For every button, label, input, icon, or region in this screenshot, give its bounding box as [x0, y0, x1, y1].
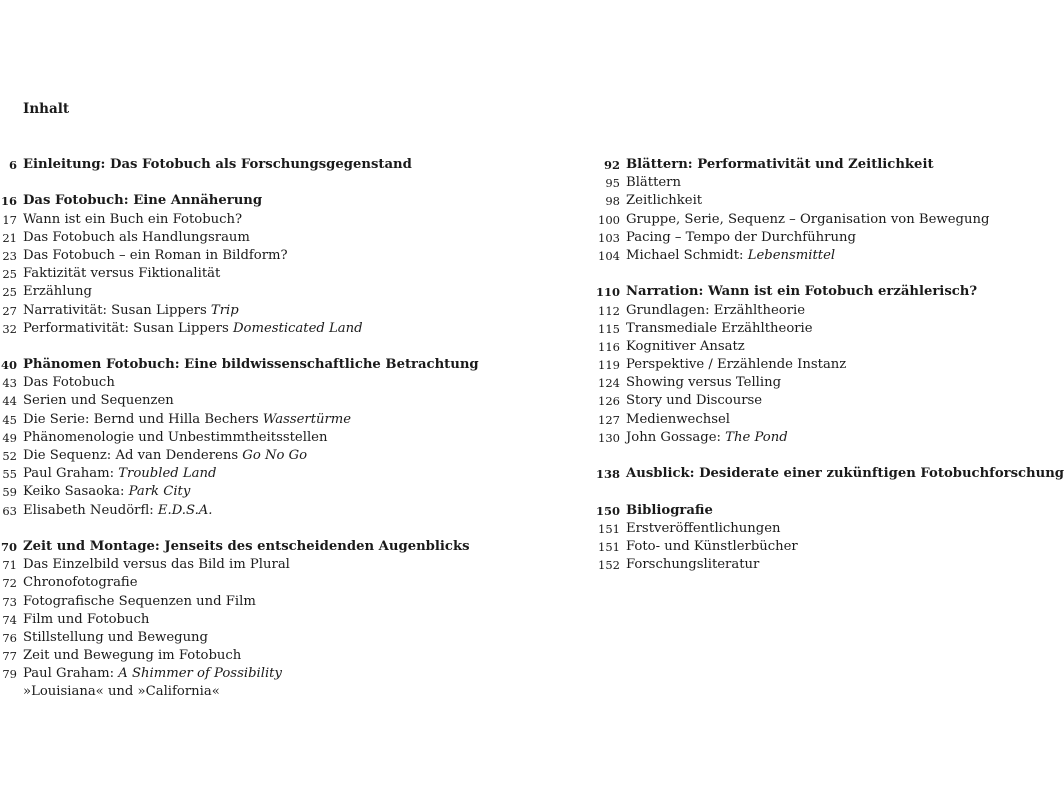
section-gap	[0, 338, 560, 356]
toc-entry[interactable]	[590, 174, 1000, 192]
toc-work-title: Trip	[210, 302, 239, 318]
toc-title-text: Das Fotobuch – ein Roman in Bildform?	[23, 247, 288, 263]
toc-section-heading[interactable]	[590, 502, 1000, 520]
toc-page-number: 72	[2, 576, 17, 591]
toc-page-number: 150	[595, 503, 620, 518]
toc-work-title: Wassertürme	[262, 411, 352, 427]
toc-title-text: Faktizität versus Fiktionalität	[23, 266, 221, 282]
toc-entry[interactable]	[0, 465, 560, 483]
toc-entry-title	[23, 411, 351, 429]
toc-title-text: Blättern	[626, 175, 681, 191]
toc-title-text: Die Serie: Bernd und Hilla Bechers	[23, 411, 263, 427]
toc-page-number: 27	[2, 303, 17, 318]
toc-title-text: Einleitung: Das Fotobuch als Forschungsgegenstand	[23, 157, 412, 172]
toc-work-title: A Shimmer of Possibility	[118, 666, 282, 682]
toc-entry-title	[626, 392, 762, 410]
toc-entry-title	[626, 429, 788, 447]
toc-title-text: Erstveröffentlichungen	[626, 520, 781, 536]
toc-entry-title	[626, 302, 805, 320]
toc-title-text: Gruppe, Serie, Sequenz – Organisation von Bewegung	[626, 211, 990, 227]
toc-work-title: Park City	[128, 484, 191, 500]
toc-page-number: 25	[2, 267, 17, 282]
page-title: Inhalt	[23, 101, 70, 117]
toc-page-number: 6	[8, 158, 17, 172]
toc-title-text: Chronofotografie	[23, 575, 138, 591]
toc-title-text: Story und Discourse	[626, 393, 763, 409]
toc-title-text: Bibliografie	[626, 502, 713, 518]
toc-title-text: Grundlagen: Erzähltheorie	[626, 302, 806, 318]
toc-page-number: 73	[2, 594, 17, 609]
section-gap	[0, 520, 560, 538]
toc-entry-title	[23, 356, 479, 374]
toc-entry-title	[626, 356, 846, 374]
toc-page-number: 63	[2, 503, 17, 518]
toc-section-heading[interactable]	[0, 538, 560, 556]
toc-entry[interactable]	[0, 447, 560, 465]
toc-section-heading[interactable]	[0, 156, 560, 174]
toc-entry-title	[23, 156, 412, 174]
toc-entry[interactable]	[590, 302, 1000, 320]
toc-entry[interactable]	[590, 556, 1000, 574]
toc-page-number: 152	[598, 558, 620, 573]
toc-page-number: 126	[598, 394, 620, 409]
toc-title-text: Das Fotobuch	[23, 375, 115, 391]
toc-entry-title	[23, 429, 327, 447]
toc-entry-title	[23, 447, 307, 465]
toc-page-number: 115	[598, 321, 620, 336]
toc-section-heading[interactable]	[0, 192, 560, 210]
toc-title-text: Stillstellung und Bewegung	[23, 629, 208, 645]
toc-page-number: 43	[2, 376, 17, 391]
toc-entry[interactable]	[590, 538, 1000, 556]
toc-entry[interactable]	[590, 338, 1000, 356]
toc-title-text: Fotografische Sequenzen und Film	[23, 593, 256, 609]
toc-page-number: 98	[605, 194, 620, 209]
toc-section-heading[interactable]	[590, 465, 1064, 483]
toc-entry[interactable]	[0, 283, 560, 301]
toc-page-number: 130	[598, 430, 620, 445]
toc-entry[interactable]	[0, 247, 560, 265]
section-gap	[590, 447, 1000, 465]
toc-title-text: Narrativität: Susan Lippers	[23, 302, 211, 318]
toc-entry[interactable]	[0, 483, 560, 501]
toc-page-number: 17	[2, 212, 17, 227]
toc-page-number: 25	[2, 285, 17, 300]
toc-title-text: Phänomenologie und Unbestimmtheitsstellen	[23, 429, 328, 445]
toc-page-number: 74	[2, 612, 17, 627]
toc-title-text: Kognitiver Ansatz	[626, 338, 745, 354]
toc-entry[interactable]	[0, 429, 560, 447]
toc-entry[interactable]	[0, 320, 560, 338]
toc-work-title: Go No Go	[242, 448, 308, 463]
toc-entry-title	[23, 683, 220, 701]
toc-page-number: 70	[0, 539, 17, 554]
toc-title-text: Das Fotobuch als Handlungsraum	[23, 229, 250, 245]
toc-section-heading[interactable]	[590, 283, 1000, 301]
toc-title-text: Serien und Sequenzen	[23, 393, 174, 409]
toc-entry-title	[626, 538, 798, 556]
toc-entry[interactable]	[0, 211, 560, 229]
toc-title-text: Foto- und Künstlerbücher	[626, 538, 798, 554]
toc-work-title: Domesticated Land	[232, 320, 363, 336]
toc-entry-title	[626, 156, 934, 174]
toc-entry[interactable]	[590, 247, 1000, 265]
toc-entry-title	[626, 283, 977, 301]
toc-entry-title	[23, 229, 250, 247]
toc-entry[interactable]	[590, 356, 1000, 374]
toc-page-number: 21	[2, 230, 17, 245]
toc-work-title: E.D.S.A.	[157, 502, 213, 518]
toc-page-number: 112	[598, 303, 620, 318]
toc-entry-title	[23, 320, 363, 338]
toc-entry[interactable]	[0, 502, 560, 520]
toc-entry[interactable]	[590, 520, 1000, 538]
toc-title-text: Paul Graham:	[23, 466, 119, 482]
toc-title-text: »Louisiana« und »California«	[23, 684, 220, 700]
toc-entry-title	[626, 192, 702, 210]
toc-page-number: 110	[595, 285, 620, 300]
toc-page-number: 76	[2, 630, 17, 645]
toc-entry-title	[23, 192, 262, 210]
toc-entry-title	[23, 211, 242, 229]
toc-entry-title	[23, 538, 470, 556]
toc-entry-title	[626, 229, 856, 247]
toc-entry-title	[23, 392, 174, 410]
toc-entry-title	[23, 611, 149, 629]
toc-page-number: 16	[0, 194, 17, 209]
toc-page-number: 100	[598, 212, 620, 227]
toc-entry[interactable]	[0, 593, 560, 611]
section-gap	[590, 483, 1000, 501]
toc-title-text: Keiko Sasaoka:	[23, 484, 129, 500]
toc-page-number: 23	[2, 248, 17, 263]
toc-page-number: 71	[2, 558, 17, 573]
toc-page-number: 55	[2, 467, 17, 482]
toc-entry[interactable]	[590, 192, 1000, 210]
toc-title-text: Phänomen Fotobuch: Eine bildwissenschaftliche Betrachtung	[23, 357, 479, 373]
toc-entry[interactable]	[590, 229, 1000, 247]
toc-entry[interactable]	[0, 265, 560, 283]
toc-entry-title	[23, 629, 208, 647]
toc-page-number: 103	[598, 230, 620, 245]
toc-entry-title	[23, 574, 138, 592]
toc-title-text: Showing versus Telling	[626, 375, 782, 391]
toc-work-title: Troubled Land	[118, 466, 217, 482]
toc-page-number: 124	[598, 376, 620, 391]
toc-title-text: Forschungsliteratur	[626, 557, 760, 573]
toc-entry-title	[23, 483, 190, 501]
toc-title-text: Wann ist ein Buch ein Fotobuch?	[23, 211, 243, 227]
toc-entry-title	[626, 556, 759, 574]
toc-entry-title	[626, 520, 781, 538]
toc-title-text: Performativität: Susan Lippers	[23, 320, 233, 336]
toc-page-number: 77	[2, 649, 17, 664]
toc-title-text: Paul Graham:	[23, 666, 119, 682]
toc-entry[interactable]	[0, 302, 560, 320]
toc-entry-title	[23, 265, 220, 283]
toc-page-number: 79	[2, 667, 17, 682]
toc-entry[interactable]	[0, 556, 560, 574]
toc-entry-title	[23, 374, 115, 392]
toc-entry[interactable]	[0, 574, 560, 592]
toc-entry[interactable]	[590, 429, 1000, 447]
toc-entry[interactable]	[0, 647, 560, 665]
toc-entry[interactable]	[590, 211, 1000, 229]
toc-entry[interactable]	[0, 411, 560, 429]
toc-entry-title	[626, 174, 681, 192]
toc-work-title: Lebensmittel	[747, 247, 836, 263]
toc-page-number: 95	[605, 176, 620, 191]
toc-page-number: 92	[603, 158, 620, 172]
toc-page-number: 116	[598, 339, 620, 354]
toc-entry-title	[23, 665, 282, 683]
toc-work-title: The Pond	[725, 429, 788, 445]
toc-entry[interactable]	[590, 411, 1000, 429]
toc-entry[interactable]	[590, 374, 1000, 392]
toc-entry[interactable]	[0, 683, 560, 701]
toc-page-number: 104	[598, 248, 620, 263]
toc-entry-title	[626, 374, 781, 392]
toc-title-text: Zeit und Montage: Jenseits des entscheidenden Augenblicks	[23, 538, 470, 554]
toc-entry-title	[626, 411, 730, 429]
toc-entry-title	[626, 338, 745, 356]
toc-entry[interactable]	[0, 374, 560, 392]
toc-page-number: 127	[598, 412, 620, 427]
toc-title-text: Ausblick: Desiderate einer zukünftigen Fotobuchforschung	[626, 466, 1064, 482]
toc-page-number: 59	[2, 485, 17, 500]
toc-page-number: 119	[598, 358, 620, 373]
toc-title-text: Medienwechsel	[626, 411, 731, 427]
toc-title-text: Pacing – Tempo der Durchführung	[626, 229, 856, 245]
toc-title-text: Blättern: Performativität und Zeitlichkeit	[626, 157, 934, 172]
toc-title-text: Perspektive / Erzählende Instanz	[626, 357, 847, 373]
section-gap	[0, 174, 560, 192]
toc-title-text: Narration: Wann ist ein Fotobuch erzählerisch?	[626, 284, 978, 300]
toc-page-number: 45	[2, 412, 17, 427]
toc-section-heading[interactable]	[0, 356, 560, 374]
toc-entry-title	[23, 302, 239, 320]
toc-title-text: Transmediale Erzähltheorie	[626, 320, 813, 336]
toc-page-number: 32	[2, 321, 17, 336]
toc-entry[interactable]	[0, 629, 560, 647]
toc-page-number: 138	[595, 467, 620, 482]
toc-section-heading[interactable]	[590, 156, 1000, 174]
toc-page-number	[0, 683, 17, 701]
toc-entry-title	[23, 593, 256, 611]
toc-title-text: Zeit und Bewegung im Fotobuch	[23, 648, 242, 664]
toc-entry-title	[626, 211, 989, 229]
toc-entry-title	[23, 556, 290, 574]
toc-entry[interactable]	[590, 320, 1000, 338]
toc-title-text: Michael Schmidt:	[626, 247, 748, 263]
toc-entry-title	[23, 283, 92, 301]
toc-title-text: Zeitlichkeit	[626, 193, 703, 209]
toc-left-column	[0, 156, 560, 702]
toc-page-number: 151	[598, 539, 620, 554]
toc-entry-title	[23, 465, 216, 483]
toc-entry-title	[626, 320, 813, 338]
toc-title-text: Das Einzelbild versus das Bild im Plural	[23, 557, 290, 573]
toc-page-number: 49	[2, 430, 17, 445]
toc-title-text: Film und Fotobuch	[23, 611, 150, 627]
toc-title-text: Elisabeth Neudörfl:	[23, 502, 158, 518]
toc-entry-title	[23, 247, 288, 265]
toc-page-number: 52	[2, 449, 17, 463]
toc-entry-title	[23, 647, 241, 665]
toc-entry-title	[23, 502, 212, 520]
toc-page-number: 44	[2, 394, 17, 409]
toc-entry[interactable]	[0, 392, 560, 410]
toc-right-column	[590, 156, 1064, 574]
toc-page-number: 40	[0, 358, 17, 373]
toc-title-text: John Gossage:	[626, 429, 726, 445]
toc-entry-title	[626, 247, 835, 265]
toc-entry[interactable]	[590, 392, 1000, 410]
toc-entry[interactable]	[0, 229, 560, 247]
toc-title-text: Die Sequenz: Ad van Denderens	[23, 448, 243, 463]
section-gap	[590, 265, 1000, 283]
toc-entry[interactable]	[0, 611, 560, 629]
toc-title-text: Das Fotobuch: Eine Annäherung	[23, 193, 263, 209]
toc-page-number: 151	[598, 521, 620, 536]
toc-entry[interactable]	[0, 665, 560, 683]
toc-title-text: Erzählung	[23, 284, 92, 300]
toc-entry-title	[626, 465, 1064, 483]
toc-entry-title	[626, 502, 713, 520]
